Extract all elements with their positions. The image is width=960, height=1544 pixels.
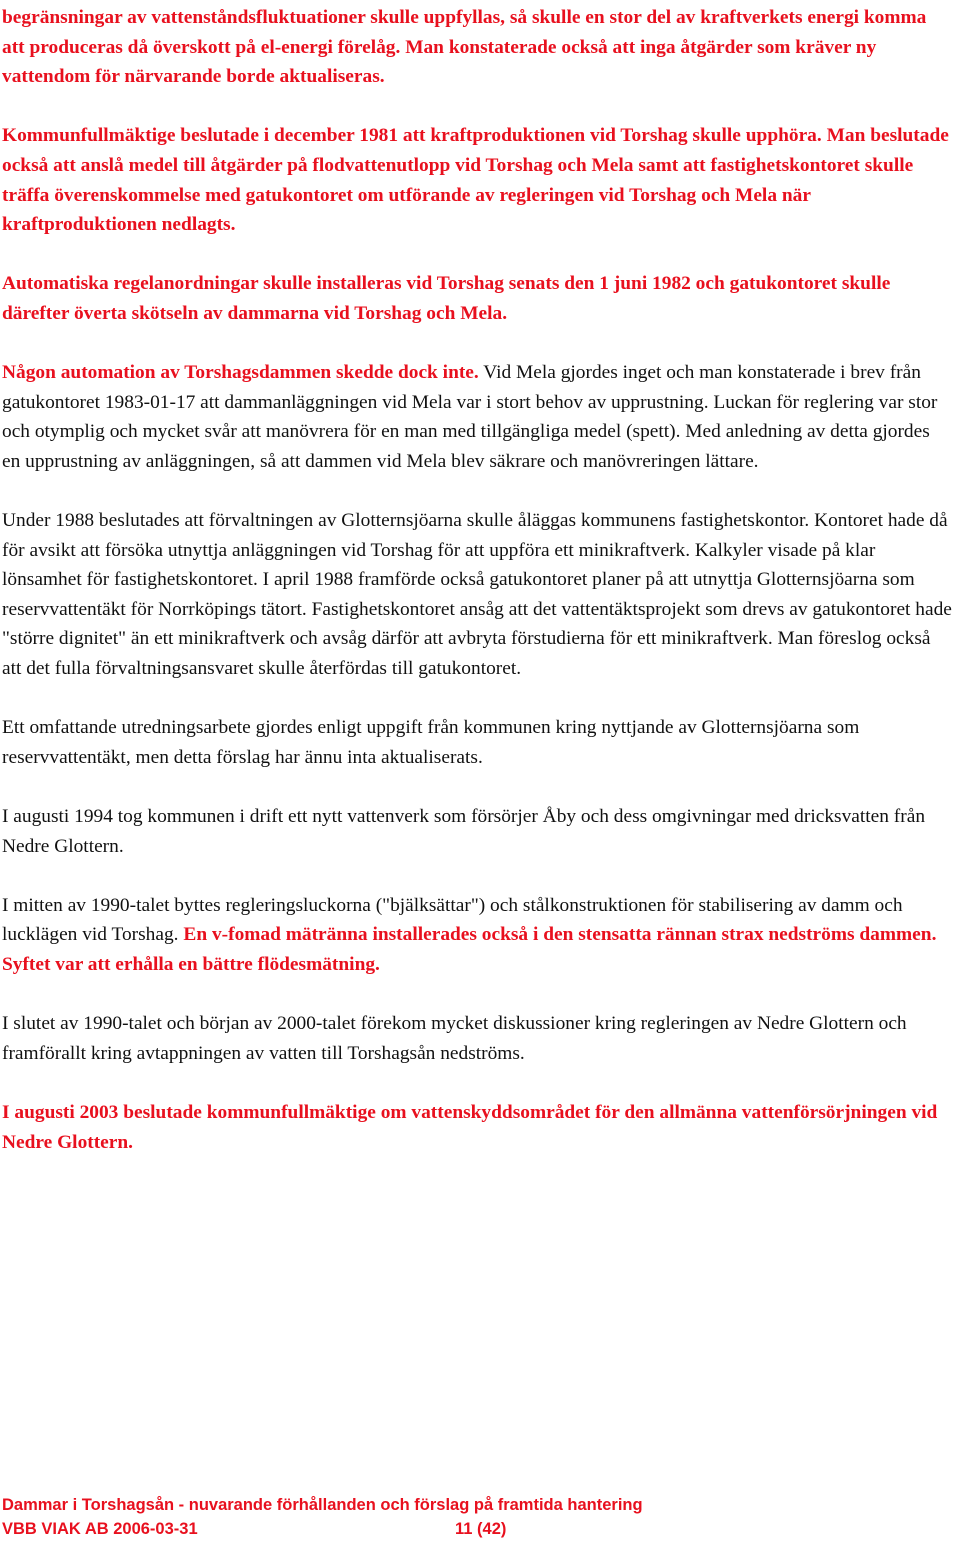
paragraph-7-body-text: I augusti 1994 tog kommunen i drift ett nytt vattenverk som försörjer Åby och dess omgivningar med dricksvatten från Nedre Glottern. [2,806,926,857]
paragraph-4-body-text: Vid Mela gjordes inget och man konstaterade i brev från gatukontoret 1983-01-17 att dammanläggningen vid Mela var i stort behov av upprustning. Luckan för reglering var stor och otymplig och mycket svår att manövrera för en man med tillgängliga medel (spett). Med anledning av detta gjordes en upprustning av anläggningen, så att dammen vid Mela blev säkrare och manövreringen lättare. [2,362,938,472]
paragraph-7 [2,802,952,861]
paragraph-3-red-text: Automatiska regelanordningar skulle installeras vid Torshag senats den 1 juni 1982 och gatukontoret skulle därefter överta skötseln av dammarna vid Torshag och Mela. [2,273,891,324]
paragraph-10-red-text: I augusti 2003 beslutade kommunfullmäktige om vattenskyddsområdet för den allmänna vattenförsörjningen vid Nedre Glottern. [2,1101,938,1153]
paragraph-9 [2,1009,952,1068]
paragraph-5 [2,506,952,684]
paragraph-2-red-text: Kommunfullmäktige beslutade i december 1981 att kraftproduktionen vid Torshag skulle upphöra. Man beslutade också att anslå medel till åtgärder på flodvattenutlopp vid Torshag och Mela samt att fastighetskontoret skulle träffa överenskommelse med gatukontoret om utförande av regleringen vid Torshag och Mela när kraftproduktionen nedlagts. [2,125,949,236]
paragraph-3 [2,269,952,328]
paragraph-8-red-text: En v-fomad mätränna installerades också i den stensatta rännan strax nedströms dammen. Syftet var att erhålla en bättre flödesmätning. [2,924,937,975]
paragraph-2 [2,121,952,239]
paragraph-5-body-text: Under 1988 beslutades att förvaltningen av Glotternsjöarna skulle åläggas kommunens fastighetskontor. Kontoret hade då för avsikt att försöka utnyttja anläggningen vid Torshag för att uppföra ett minikraftverk. Kalkyler visade på klar lönsamhet för fastighetskontoret. I april 1988 framförde också gatukontoret planer på att utnyttja Glotternsjöarna som reservvattentäkt för Norrköpings tätort. Fastighetskontoret ansåg att det vattentäktsprojekt som drevs av gatukontoret hade "större dignitet" än ett minikraftverk och avsåg därför att avbryta förstudierna för ett minikraftverk. Man föreslog också att det fulla förvaltningsansvaret skulle återfördas till gatukontoret. [2,510,952,680]
paragraph-1-red-text: begränsningar av vattenståndsfluktuationer skulle uppfyllas, så skulle en stor del av kraftverkets energi komma att produceras då överskott på el-energi förelåg. Man konstaterade också att inga åtgärder som kräver ny vattendom för närvarande borde aktualiseras. [2,7,927,88]
paragraph-6-body-text: Ett omfattande utredningsarbete gjordes enligt uppgift från kommunen kring nyttjande av Glotternsjöarna som reservvattentäkt, men detta förslag har ännu inta aktualiserats. [2,717,860,768]
paragraph-1 [2,3,952,92]
paragraph-8-body-text: I mitten av 1990-talet byttes regleringsluckorna ("bjälksättar") och stålkonstruktionen för stabilisering av damm och lucklägen vid Torshag. [2,894,903,946]
footer-document-title: Dammar i Torshagsån - nuvarande förhållanden och förslag på framtida hantering [2,1496,643,1514]
footer-page-number: 11 (42) [455,1520,507,1538]
paragraph-10 [2,1098,952,1157]
footer-company-date: VBB VIAK AB 2006-03-31 [2,1520,198,1538]
document-body [2,3,952,1187]
paragraph-4 [2,358,952,476]
paragraph-4-red-text: Någon automation av Torshagsdammen skedde dock inte. [2,362,479,384]
paragraph-9-body-text: I slutet av 1990-talet och början av 2000-talet förekom mycket diskussioner kring regleringen av Nedre Glottern och framförallt kring avtappningen av vatten till Torshagsån nedströms. [2,1013,907,1064]
paragraph-6 [2,713,952,772]
paragraph-8 [2,891,952,980]
